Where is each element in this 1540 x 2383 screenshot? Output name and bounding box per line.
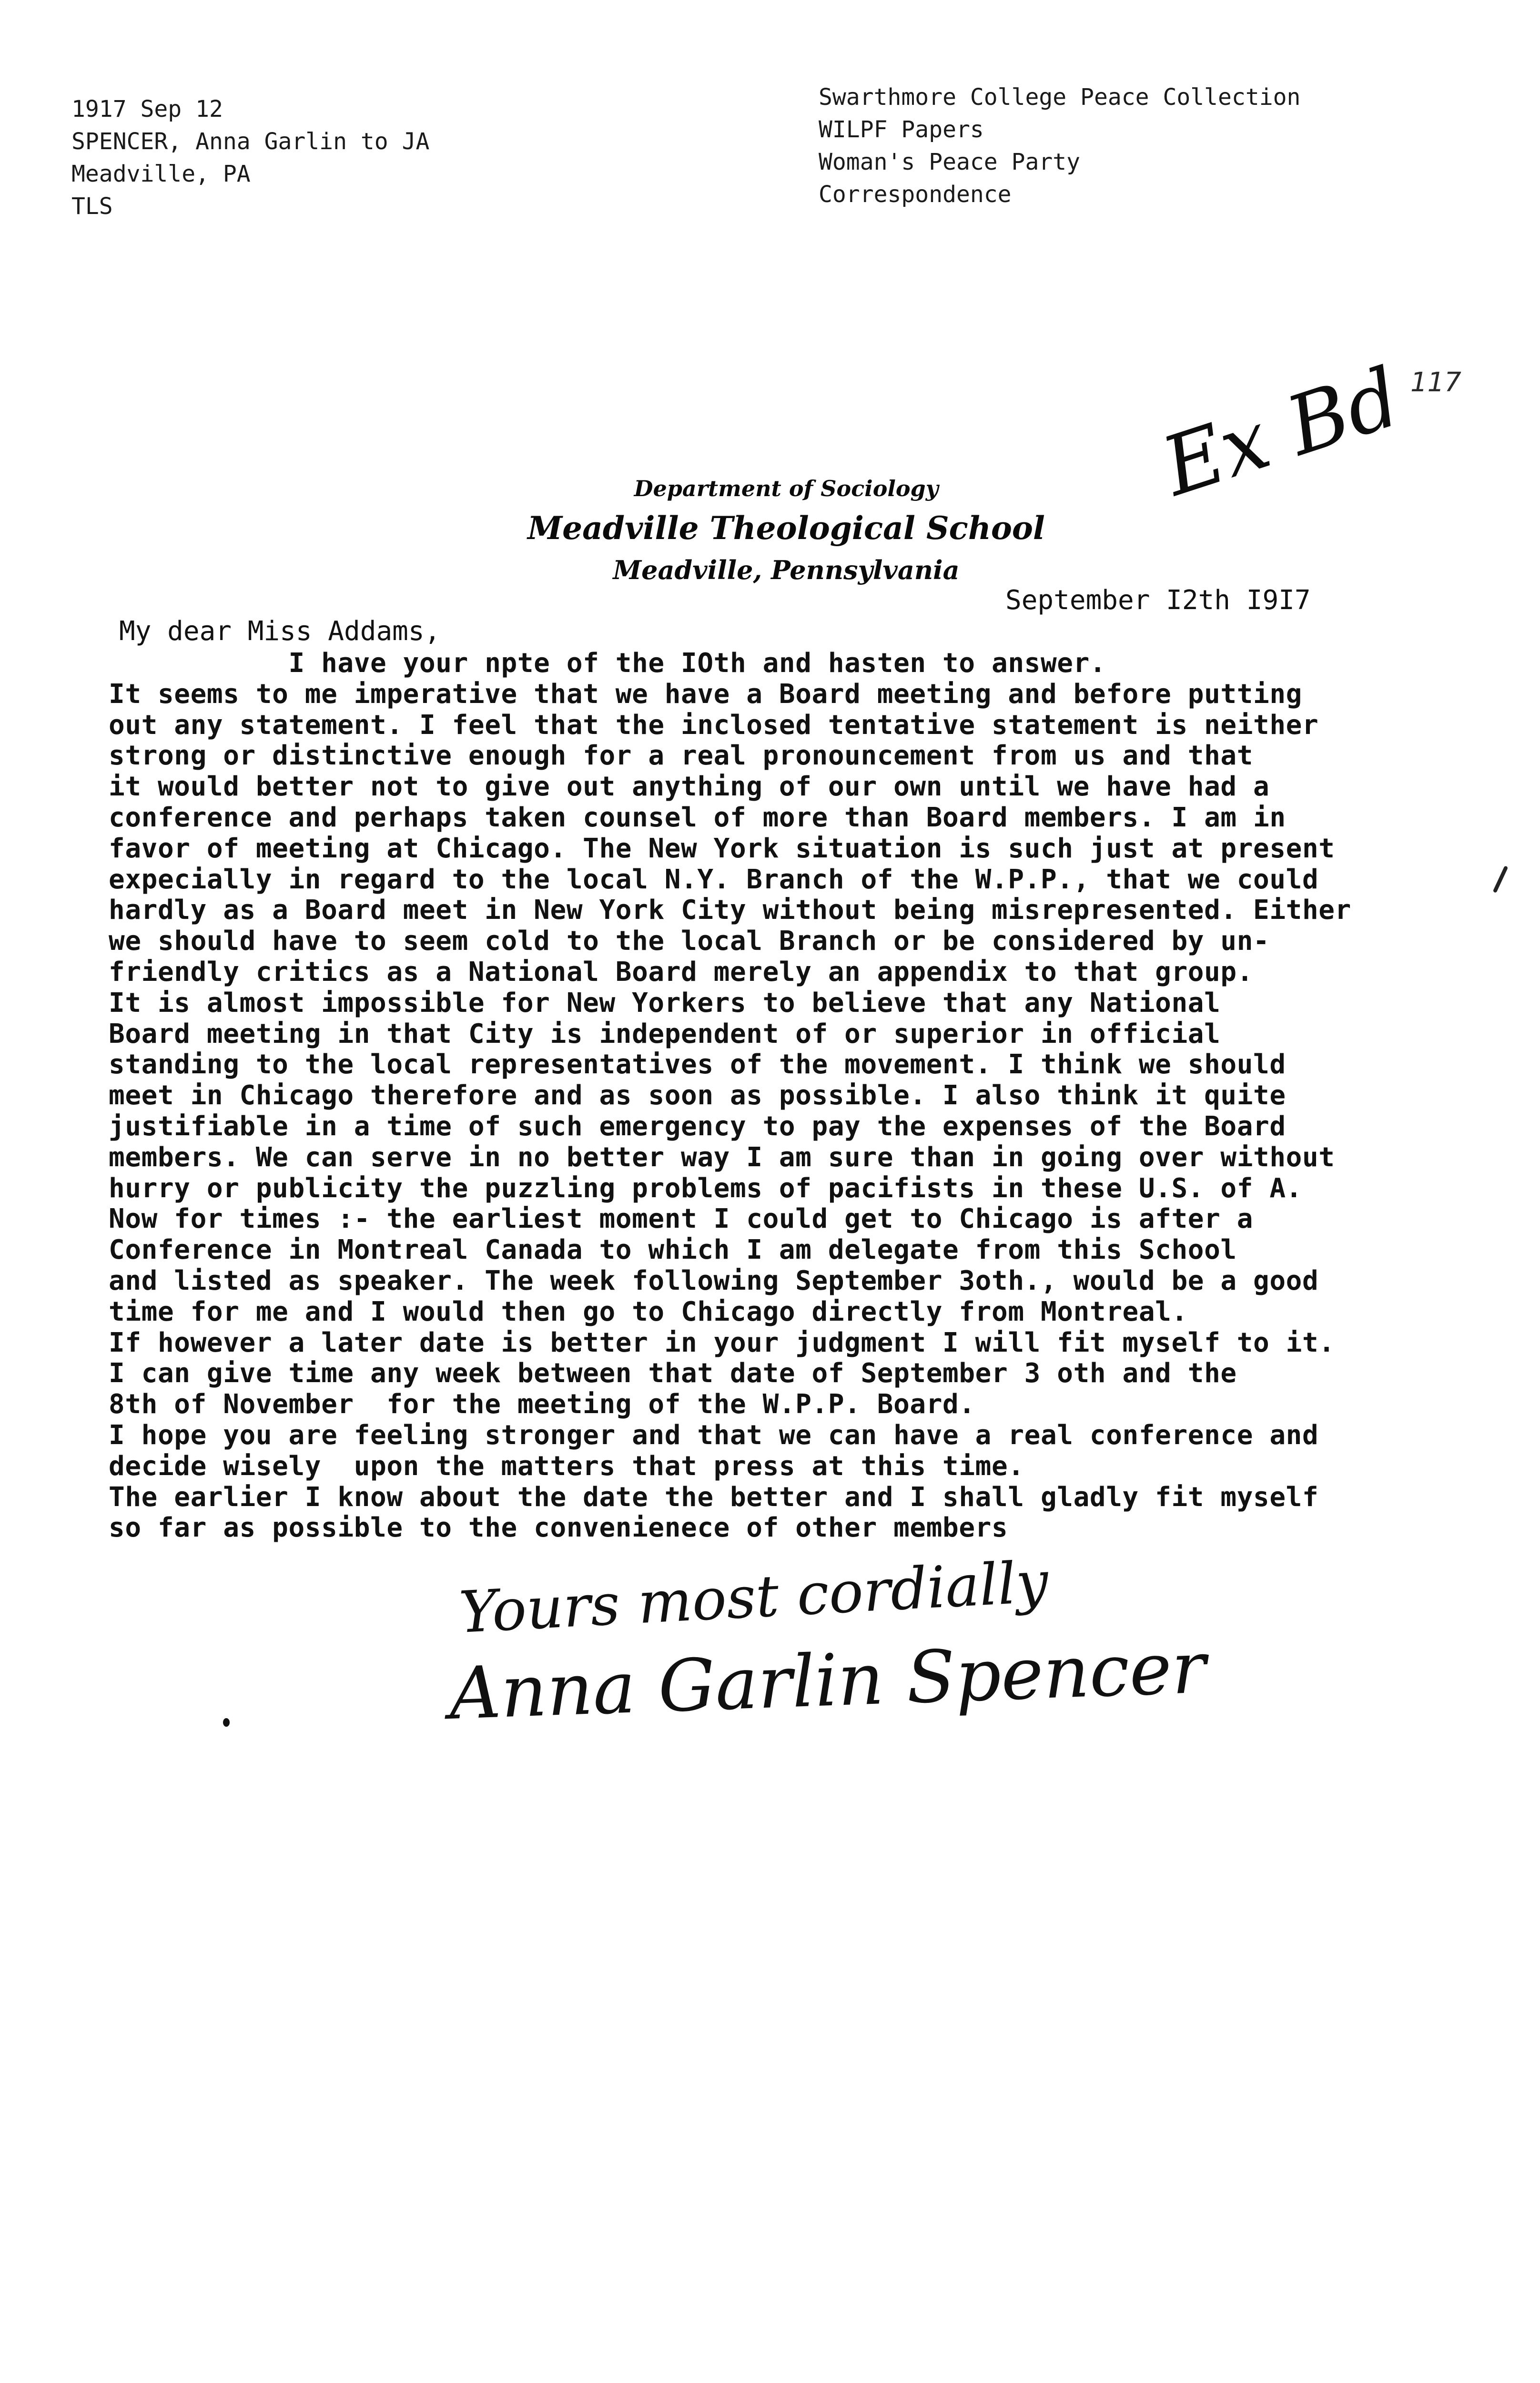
handwritten-margin-note: Ex Bd: [1152, 350, 1411, 515]
letterhead-school: Meadville Theological School: [527, 509, 1045, 547]
archive-citation-right: [819, 81, 1300, 211]
letter-date: September I2th I9I7: [1005, 585, 1311, 616]
body-line: conference and perhaps taken counsel of more than Board members. I am in: [109, 802, 1286, 833]
body-line: it would better not to give out anything of our own until we have had a: [109, 771, 1270, 803]
body-line: members. We can serve in no better way I am sure than in going over without: [109, 1141, 1335, 1173]
archive-date: 1917 Sep 12: [71, 96, 223, 122]
archive-subseries: Correspondence: [819, 181, 1012, 208]
body-line: standing to the local representatives of the movement. I think we should: [109, 1049, 1286, 1080]
stray-ink-mark: [223, 1718, 230, 1727]
body-line: we should have to seem cold to the local Branch or be considered by un-: [109, 926, 1270, 957]
body-line: The earlier I know about the date the better and I shall gladly fit myself: [109, 1481, 1319, 1513]
salutation: My dear Miss Addams,: [119, 616, 441, 647]
letterhead-department: Department of Sociology: [634, 476, 939, 501]
body-line: decide wisely upon the matters that press at this time.: [109, 1450, 1024, 1482]
body-line: expecially in regard to the local N.Y. Branch of the W.P.P., that we could: [109, 864, 1319, 895]
handwritten-closing: Yours most cordially: [457, 1549, 1050, 1646]
body-line: out any statement. I feel that the inclosed tentative statement is neither: [109, 709, 1319, 741]
body-line: It seems to me imperative that we have a Board meeting and before putting: [109, 678, 1302, 710]
body-line: hardly as a Board meet in New York City without being misrepresented. Either: [109, 895, 1351, 926]
body-line: so far as possible to the convenienece of other members: [109, 1512, 1008, 1544]
body-line: Now for times :- the earliest moment I could get to Chicago is after a: [109, 1203, 1254, 1235]
letterhead-city: Meadville, Pennsylvania: [613, 555, 960, 585]
handwritten-signature: Anna Garlin Spencer: [447, 1626, 1207, 1736]
body-line: It is almost impossible for New Yorkers to believe that any National: [109, 987, 1221, 1018]
body-line: favor of meeting at Chicago. The New York situation is such just at present: [109, 833, 1335, 864]
body-line: time for me and I would then go to Chicago directly from Montreal.: [109, 1296, 1188, 1327]
body-line: meet in Chicago therefore and as soon as possible. I also think it quite: [109, 1080, 1286, 1111]
body-line: If however a later date is better in your judgment I will fit myself to it.: [109, 1327, 1335, 1358]
archive-series: Woman's Peace Party: [819, 149, 1081, 175]
body-line: strong or distinctive enough for a real pronouncement from us and that: [109, 740, 1254, 772]
body-line: hurry or publicity the puzzling problems of pacifists in these U.S. of A.: [109, 1172, 1302, 1204]
letter-body: [109, 648, 1519, 1544]
body-line: friendly critics as a National Board merely an appendix to that group.: [109, 956, 1254, 988]
body-line: justifiable in a time of such emergency to pay the expenses of the Board: [109, 1110, 1286, 1142]
body-line: and listed as speaker. The week following September 3oth., would be a good: [109, 1265, 1319, 1296]
letterhead: [429, 472, 1144, 589]
archive-collection: Swarthmore College Peace Collection: [819, 84, 1301, 111]
body-line: Conference in Montreal Canada to which I am delegate from this School: [109, 1234, 1237, 1266]
body-line: I hope you are feeling stronger and that we can have a real conference and: [109, 1419, 1319, 1451]
archive-papers: WILPF Papers: [819, 116, 984, 143]
body-line: 8th of November for the meeting of the W.P.P. Board.: [109, 1389, 975, 1420]
archive-correspondents: SPENCER, Anna Garlin to JA: [71, 128, 430, 155]
body-line: I can give time any week between that date of September 3 oth and the: [109, 1358, 1237, 1389]
archive-citation-left: [71, 93, 429, 223]
body-line: I have your npte of the IOth and hasten to answer.: [109, 648, 1106, 679]
body-line: Board meeting in that City is independent of or superior in official: [109, 1018, 1221, 1049]
archive-doc-type: TLS: [71, 193, 113, 220]
margin-number: 117: [1410, 367, 1461, 398]
archive-place: Meadville, PA: [71, 161, 251, 187]
